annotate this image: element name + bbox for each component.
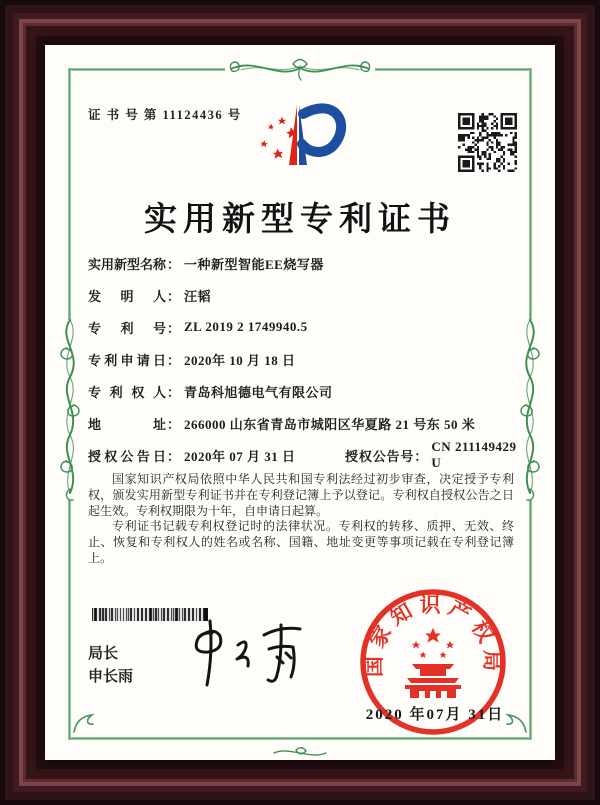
seal-text: 国家知识产权局 [361, 593, 505, 678]
field-row-inventor [88, 279, 518, 311]
field-row-filing-date [88, 343, 518, 375]
field-label: 专利号 [88, 320, 166, 336]
field-value: 2020年 10 月 18 日 [184, 352, 296, 368]
colon: ： [167, 288, 181, 304]
field-value: 汪韬 [184, 288, 212, 304]
border-right-lower-segment [529, 500, 532, 740]
bottom-center-flourish-icon [270, 745, 330, 761]
border-top-right-segment [375, 68, 532, 71]
colon: ： [167, 416, 181, 432]
field-label: 专利权人 [88, 384, 166, 400]
top-flourish-icon [225, 53, 375, 85]
colon: ： [167, 320, 181, 336]
border-top-left-segment [68, 68, 225, 71]
legal-paragraph-1: 国家知识产权局依照中华人民共和国专利法经过初步审查，决定授予专利权，颁发实用新型专利证书并在专利登记簿上予以登记。专利权自授权公告之日起生效。专利权期限为十年，自申请日起算。 [88, 472, 514, 518]
certificate-page [45, 45, 555, 760]
grant-date-value: 2020年 07 月 31 日 [184, 448, 296, 464]
grant-number-value: CN 211149429 U [431, 439, 517, 470]
colon: ： [167, 256, 181, 272]
field-label: 授权公告日 [88, 448, 166, 464]
bottom-left-curl-icon [71, 711, 95, 735]
field-row-patentee [88, 375, 518, 407]
colon: ： [167, 352, 181, 368]
field-label: 发明人 [88, 288, 166, 304]
colon: ： [167, 448, 181, 464]
colon: ： [167, 384, 181, 400]
certificate-number: 证 书 号 第 11124436 号 [88, 108, 242, 122]
field-row-address [88, 407, 518, 439]
field-label: 实用新型名称 [88, 256, 167, 272]
officer-title: 局长 [88, 645, 119, 662]
field-label: 授权公告号 [345, 448, 414, 464]
field-row-grant [88, 439, 518, 471]
signature-script-icon [185, 613, 320, 695]
colon: ： [414, 448, 428, 464]
field-value: ZL 2019 2 1749940.5 [184, 319, 308, 334]
field-label: 专利申请日 [88, 352, 166, 368]
legal-paragraph-2: 专利证书记载专利权登记时的法律状况。专利权的转移、质押、无效、终止、恢复和专利权人的姓名或名称、国籍、地址变更等事项记载在专利登记簿上。 [88, 519, 514, 565]
left-flourish-icon [53, 317, 87, 503]
seal-date: 2020 年07月 31日 [365, 707, 505, 723]
field-list [88, 247, 518, 471]
field-row-patent-no [88, 311, 518, 343]
certificate-title: 实用新型专利证书 [144, 202, 456, 238]
field-value: 一种新型智能EE烧写器 [184, 256, 324, 272]
officer-block [88, 642, 133, 688]
field-value: 266000 山东省青岛市城阳区华夏路 21 号东 50 米 [184, 416, 476, 432]
field-row-name [88, 247, 518, 279]
qr-code [458, 113, 517, 172]
field-label: 地址 [88, 416, 166, 432]
legal-text [88, 472, 514, 567]
right-flourish-icon [513, 317, 547, 503]
field-value: 青岛科旭德电气有限公司 [184, 384, 333, 400]
officer-name: 申长雨 [88, 668, 134, 685]
border-left-lower-segment [68, 500, 71, 740]
grant-number-group [345, 439, 518, 471]
cnipa-logo-icon [250, 91, 354, 180]
